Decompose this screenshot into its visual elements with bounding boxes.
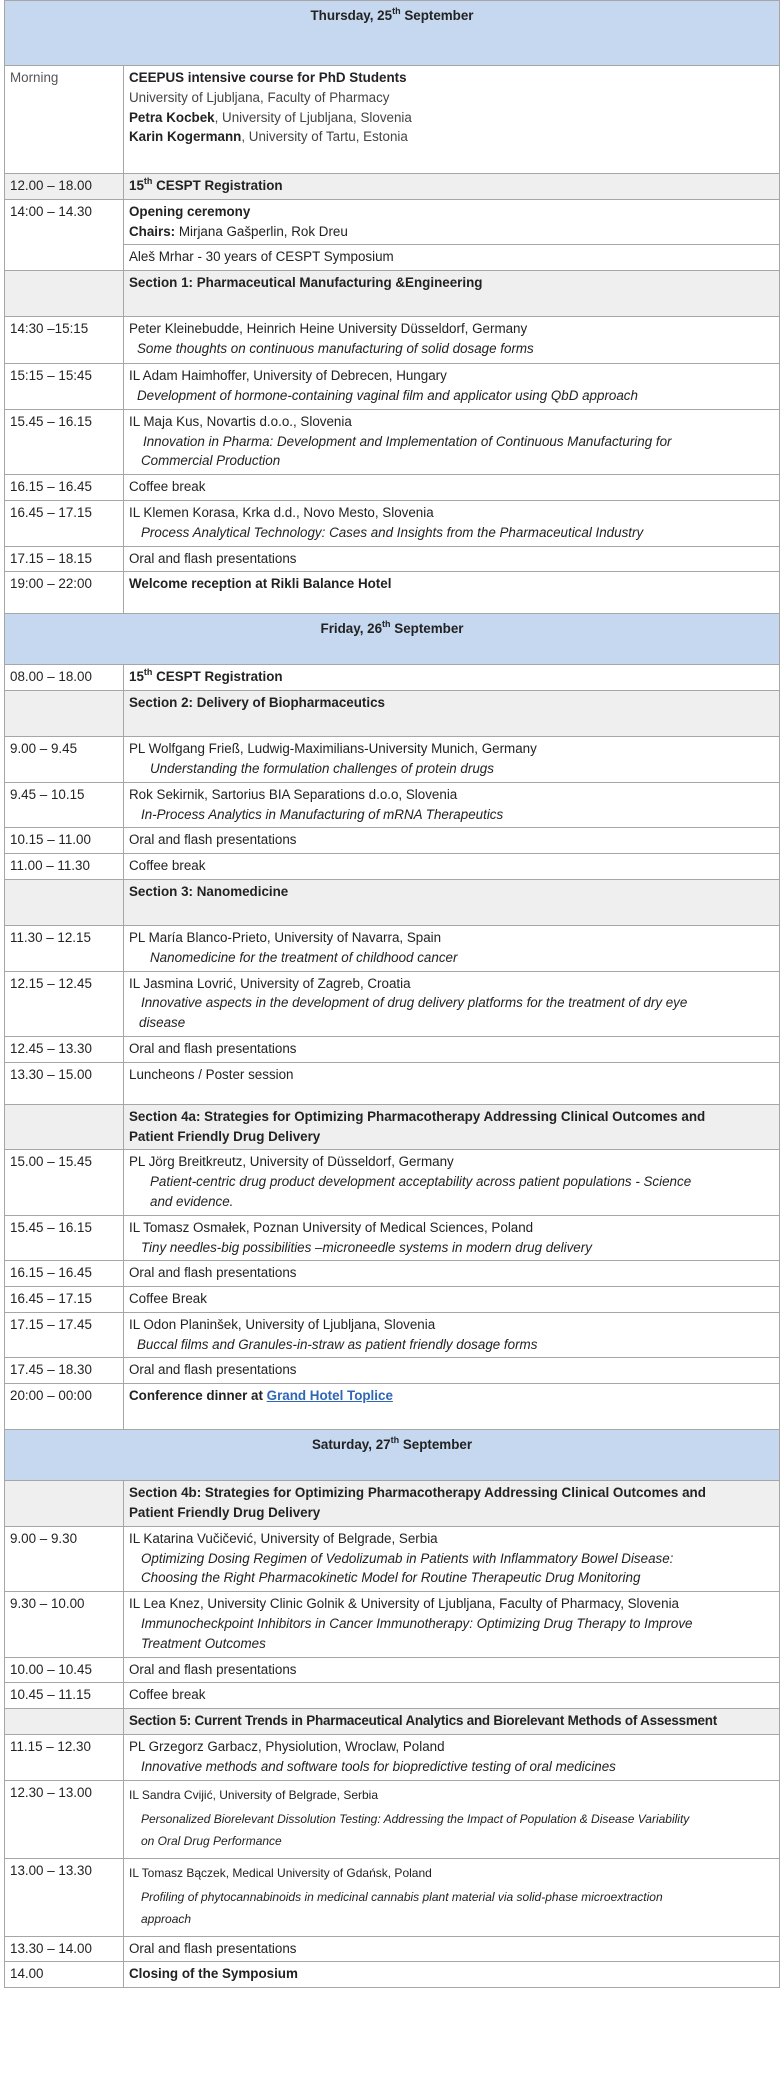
event-cell: Coffee break <box>124 854 780 880</box>
section-row <box>5 271 780 317</box>
day-header-friday <box>5 614 780 665</box>
time-cell: 10.00 – 10.45 <box>5 1657 124 1683</box>
event-cell <box>124 1592 780 1657</box>
chairs-label: Chairs: <box>129 223 176 239</box>
day-header-saturday <box>5 1430 780 1481</box>
chairs-names: Mirjana Gašperlin, Rok Dreu <box>175 223 348 239</box>
table-row <box>5 1657 780 1683</box>
day-title: Friday, 26 <box>320 621 383 637</box>
registration-suffix: th <box>143 666 153 677</box>
event-cell: Luncheons / Poster session <box>124 1062 780 1104</box>
talk-title <box>129 993 773 1033</box>
section-title: Section 5: Current Trends in Pharmaceutical Analytics and Biorelevant Methods of Assessment <box>124 1709 780 1735</box>
event-cell <box>124 66 780 174</box>
talk-title-line: Choosing the Right Pharmacokinetic Model for Routine Therapeutic Drug Monitoring <box>141 1570 641 1586</box>
time-cell: 14:00 – 14.30 <box>5 199 124 270</box>
time-cell: 12.30 – 13.00 <box>5 1780 124 1858</box>
speaker: IL Lea Knez, University Clinic Golnik & University of Ljubljana, Faculty of Pharmacy, Slovenia <box>129 1596 679 1612</box>
time-cell <box>5 691 124 737</box>
table-row <box>5 475 780 501</box>
event-cell <box>124 1858 780 1936</box>
time-cell: 12.45 – 13.30 <box>5 1036 124 1062</box>
time-cell: 15:15 – 15:45 <box>5 364 124 410</box>
event-cell <box>124 737 780 783</box>
event-cell: Oral and flash presentations <box>124 1936 780 1962</box>
time-cell: 14:30 –15:15 <box>5 317 124 364</box>
day-title: Thursday, 25 <box>310 8 393 23</box>
time-cell: 13.00 – 13.30 <box>5 1858 124 1936</box>
table-row <box>5 199 780 245</box>
table-row <box>5 737 780 783</box>
time-cell: 9.30 – 10.00 <box>5 1592 124 1657</box>
time-cell: 15.45 – 16.15 <box>5 409 124 474</box>
table-row <box>5 1150 780 1215</box>
section-row <box>5 1481 780 1527</box>
speaker: IL Maja Kus, Novartis d.o.o., Slovenia <box>129 413 352 429</box>
speaker: IL Tomasz Osmałek, Poznan University of Medical Sciences, Poland <box>129 1219 534 1235</box>
event-cell <box>124 364 780 410</box>
time-cell: 19:00 – 22:00 <box>5 572 124 614</box>
time-cell: 10.45 – 11.15 <box>5 1683 124 1709</box>
talk-title <box>129 1614 773 1654</box>
talk-title <box>129 432 773 472</box>
day-month: September <box>399 1437 473 1453</box>
speaker: PL Grzegorz Garbacz, Physiolution, Wroclaw, Poland <box>129 1739 445 1755</box>
event-cell: Coffee Break <box>124 1287 780 1313</box>
course-host: University of Ljubljana, Faculty of Pharmacy <box>129 89 390 105</box>
speaker: IL Sandra Cvijić, University of Belgrade, Serbia <box>129 1787 378 1802</box>
event-cell <box>124 199 780 245</box>
time-cell: 16.15 – 16.45 <box>5 475 124 501</box>
section-title: Section 1: Pharmaceutical Manufacturing &Engineering <box>124 271 780 317</box>
table-row <box>5 854 780 880</box>
registration-label: CESPT Registration <box>152 178 283 193</box>
section-row <box>5 879 780 925</box>
event-cell <box>124 500 780 546</box>
table-row <box>5 665 780 691</box>
table-row <box>5 1592 780 1657</box>
lecturer-name: Karin Kogermann <box>129 129 242 145</box>
time-cell: 16.15 – 16.45 <box>5 1261 124 1287</box>
event-cell <box>124 1312 780 1358</box>
time-cell: 11.15 – 12.30 <box>5 1735 124 1781</box>
time-cell: 20:00 – 00:00 <box>5 1384 124 1430</box>
speaker: IL Katarina Vučičević, University of Belgrade, Serbia <box>129 1530 438 1546</box>
lecturer-affiliation: , University of Tartu, Estonia <box>241 129 408 145</box>
talk-title: Innovative methods and software tools for biopredictive testing of oral medicines <box>141 1758 616 1774</box>
time-cell: 12.00 – 18.00 <box>5 174 124 200</box>
event-cell <box>124 409 780 474</box>
table-row <box>5 174 780 200</box>
speaker: IL Klemen Korasa, Krka d.d., Novo Mesto, Slovenia <box>129 504 434 520</box>
talk-title: Understanding the formulation challenges of protein drugs <box>150 760 494 776</box>
speaker: PL Wolfgang Frieß, Ludwig-Maximilians-University Munich, Germany <box>129 741 537 757</box>
time-cell: 17.15 – 18.15 <box>5 546 124 572</box>
table-row <box>5 409 780 474</box>
talk-title-line: and evidence. <box>150 1193 234 1209</box>
time-cell: 16.45 – 17.15 <box>5 1287 124 1313</box>
time-cell: 17.15 – 17.45 <box>5 1312 124 1358</box>
talk-title-line: Treatment Outcomes <box>141 1635 266 1651</box>
talk-title <box>129 1805 773 1852</box>
talk-title: Tiny needles-big possibilities –microneedle systems in modern drug delivery <box>141 1239 592 1255</box>
day-title: Saturday, 27 <box>311 1437 391 1453</box>
table-row <box>5 66 780 174</box>
time-cell <box>5 1104 124 1150</box>
table-row <box>5 828 780 854</box>
event-cell: Aleš Mrhar - 30 years of CESPT Symposium <box>124 245 780 271</box>
day-suffix: th <box>392 5 401 16</box>
table-row <box>5 1962 780 1988</box>
event-cell: Coffee break <box>124 475 780 501</box>
event-cell: Oral and flash presentations <box>124 546 780 572</box>
section-title-line: Section 4a: Strategies for Optimizing Pharmacotherapy Addressing Clinical Outcomes and <box>129 1108 706 1124</box>
event-cell <box>124 1215 780 1261</box>
chairs-line <box>129 222 773 242</box>
time-cell: 15.45 – 16.15 <box>5 1215 124 1261</box>
event-cell: Closing of the Symposium <box>124 1962 780 1988</box>
event-cell <box>124 925 780 971</box>
time-cell: 11.00 – 11.30 <box>5 854 124 880</box>
speaker: IL Odon Planinšek, University of Ljubljana, Slovenia <box>129 1316 436 1332</box>
section-row <box>5 691 780 737</box>
table-row <box>5 1858 780 1936</box>
time-cell <box>5 879 124 925</box>
event-cell: Welcome reception at Rikli Balance Hotel <box>124 572 780 614</box>
table-row <box>5 1526 780 1591</box>
section-title-line: Section 4b: Strategies for Optimizing Pharmacotherapy Addressing Clinical Outcomes and <box>129 1485 706 1501</box>
time-cell: 17.45 – 18.30 <box>5 1358 124 1384</box>
day-suffix: th <box>390 1434 400 1445</box>
table-row <box>5 1384 780 1430</box>
lecturer-line <box>129 127 773 147</box>
time-cell: 15.00 – 15.45 <box>5 1150 124 1215</box>
time-cell: 13.30 – 15.00 <box>5 1062 124 1104</box>
talk-title <box>129 1172 773 1212</box>
time-cell: 08.00 – 18.00 <box>5 665 124 691</box>
registration-number: 15 <box>129 178 144 193</box>
table-row <box>5 925 780 971</box>
table-row <box>5 1312 780 1358</box>
talk-title <box>129 1549 773 1589</box>
programme-table <box>4 0 780 1988</box>
talk-title-line: Innovative aspects in the development of drug delivery platforms for the treatment of dry eye <box>141 995 688 1011</box>
talk-title: Some thoughts on continuous manufacturing of solid dosage forms <box>137 340 534 356</box>
speaker: IL Tomasz Bączek, Medical University of Gdańsk, Poland <box>129 1865 432 1880</box>
event-cell <box>124 1526 780 1591</box>
table-row <box>5 572 780 614</box>
lecturer-affiliation: , University of Ljubljana, Slovenia <box>214 109 412 125</box>
time-cell <box>5 1481 124 1527</box>
hotel-link[interactable]: Grand Hotel Toplice <box>266 1388 393 1404</box>
section-title-line: Patient Friendly Drug Delivery <box>129 1505 321 1521</box>
event-cell: Oral and flash presentations <box>124 1261 780 1287</box>
section-row <box>5 1709 780 1735</box>
table-row <box>5 782 780 828</box>
table-row <box>5 1036 780 1062</box>
talk-title: Process Analytical Technology: Cases and Insights from the Pharmaceutical Industry <box>141 524 644 540</box>
talk-title-line: Innovation in Pharma: Development and Implementation of Continuous Manufacturing for <box>143 433 672 449</box>
event-cell <box>124 971 780 1036</box>
event-cell: Oral and flash presentations <box>124 1036 780 1062</box>
day-header-thursday <box>5 1 780 66</box>
dinner-label: Conference dinner at <box>129 1388 267 1404</box>
time-cell: 13.30 – 14.00 <box>5 1936 124 1962</box>
table-row <box>5 1062 780 1104</box>
talk-title <box>129 1883 773 1930</box>
section-title <box>124 1104 780 1150</box>
talk-title-line: disease <box>139 1015 186 1031</box>
speaker: Peter Kleinebudde, Heinrich Heine University Düsseldorf, Germany <box>129 321 528 337</box>
talk-title: Development of hormone-containing vaginal film and applicator using QbD approach <box>137 387 638 403</box>
talk-title: Nanomedicine for the treatment of childhood cancer <box>150 949 458 965</box>
event-cell <box>124 1150 780 1215</box>
day-month: September <box>390 621 464 637</box>
talk-title-line: on Oral Drug Performance <box>141 1833 282 1848</box>
table-row <box>5 1735 780 1781</box>
table-row <box>5 1287 780 1313</box>
talk-title-line: Patient-centric drug product development acceptability across patient populations - Science <box>150 1174 692 1190</box>
time-cell: Morning <box>5 66 124 174</box>
time-cell: 9.00 – 9.45 <box>5 737 124 783</box>
section-title <box>124 1481 780 1527</box>
table-row <box>5 364 780 410</box>
talk-title: In-Process Analytics in Manufacturing of mRNA Therapeutics <box>141 806 504 822</box>
time-cell: 9.00 – 9.30 <box>5 1526 124 1591</box>
registration-suffix: th <box>143 175 153 186</box>
table-row <box>5 1780 780 1858</box>
talk-title-line: Commercial Production <box>141 453 281 469</box>
event-cell <box>124 1780 780 1858</box>
speaker: IL Adam Haimhoffer, University of Debrecen, Hungary <box>129 368 447 384</box>
section-title-line: Patient Friendly Drug Delivery <box>129 1128 321 1144</box>
time-cell <box>5 271 124 317</box>
time-cell <box>5 1709 124 1735</box>
table-row <box>5 1261 780 1287</box>
table-row <box>5 1215 780 1261</box>
day-suffix: th <box>382 618 391 629</box>
time-cell: 16.45 – 17.15 <box>5 500 124 546</box>
talk-title-line: approach <box>141 1911 192 1926</box>
table-row <box>5 317 780 364</box>
section-row <box>5 1104 780 1150</box>
talk-title-line: Personalized Biorelevant Dissolution Testing: Addressing the Impact of Population & Disease Variability <box>141 1811 690 1826</box>
event-cell <box>124 1735 780 1781</box>
event-cell: Coffee break <box>124 1683 780 1709</box>
event-cell: Oral and flash presentations <box>124 1358 780 1384</box>
talk-title-line: Optimizing Dosing Regimen of Vedolizumab in Patients with Inflammatory Bowel Disease: <box>141 1550 674 1566</box>
event-cell <box>124 1384 780 1430</box>
section-title: Section 3: Nanomedicine <box>124 879 780 925</box>
time-cell: 11.30 – 12.15 <box>5 925 124 971</box>
course-title: CEEPUS intensive course for PhD Students <box>129 70 407 85</box>
event-cell <box>124 174 780 200</box>
event-cell: Oral and flash presentations <box>124 1657 780 1683</box>
talk-title-line: Profiling of phytocannabinoids in medicinal cannabis plant material via solid-phase microextraction <box>141 1889 663 1904</box>
speaker: PL María Blanco-Prieto, University of Navarra, Spain <box>129 929 442 945</box>
table-row <box>5 971 780 1036</box>
section-title: Section 2: Delivery of Biopharmaceutics <box>124 691 780 737</box>
day-month: September <box>400 8 474 23</box>
time-cell: 10.15 – 11.00 <box>5 828 124 854</box>
speaker: PL Jörg Breitkreutz, University of Düsseldorf, Germany <box>129 1154 454 1170</box>
time-cell: 12.15 – 12.45 <box>5 971 124 1036</box>
time-cell: 14.00 <box>5 1962 124 1988</box>
table-row <box>5 1358 780 1384</box>
table-row <box>5 500 780 546</box>
event-title: Opening ceremony <box>129 203 251 219</box>
talk-title-line: Immunocheckpoint Inhibitors in Cancer Immunotherapy: Optimizing Drug Therapy to Improve <box>141 1616 693 1632</box>
lecturer-line <box>129 108 773 128</box>
table-row <box>5 1936 780 1962</box>
time-cell: 9.45 – 10.15 <box>5 782 124 828</box>
registration-number: 15 <box>129 669 144 685</box>
event-cell <box>124 782 780 828</box>
speaker: IL Jasmina Lovrić, University of Zagreb, Croatia <box>129 975 411 991</box>
table-row <box>5 546 780 572</box>
lecturer-name: Petra Kocbek <box>129 109 215 125</box>
event-cell <box>124 665 780 691</box>
event-cell <box>124 317 780 364</box>
event-cell: Oral and flash presentations <box>124 828 780 854</box>
registration-label: CESPT Registration <box>152 669 283 685</box>
table-row <box>5 1683 780 1709</box>
talk-title: Buccal films and Granules-in-straw as patient friendly dosage forms <box>137 1336 538 1352</box>
speaker: Rok Sekirnik, Sartorius BIA Separations d.o.o, Slovenia <box>129 786 458 802</box>
